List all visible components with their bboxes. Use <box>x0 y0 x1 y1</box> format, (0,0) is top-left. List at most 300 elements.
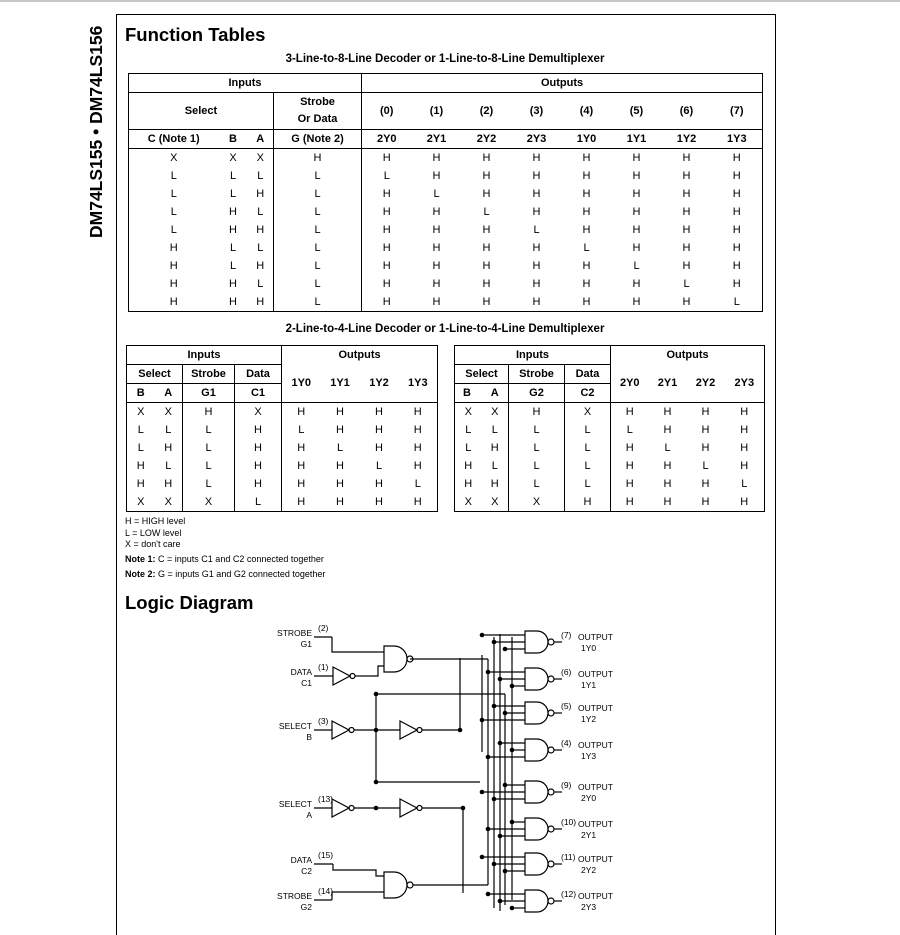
input-col-header: G1 <box>183 384 235 403</box>
table-cell: H <box>682 260 691 272</box>
out-num: (7) <box>712 93 763 130</box>
table-cell: H <box>297 442 306 454</box>
column-header: 1Y0 <box>576 133 597 145</box>
diagram-input-pin: (2) <box>318 623 329 633</box>
table-cell: H <box>399 493 438 512</box>
top-border <box>0 0 900 2</box>
table-cell: L <box>565 475 611 493</box>
table-cell: H <box>155 475 183 493</box>
table-cell: L <box>229 188 237 200</box>
diagram-output-label: OUTPUT <box>578 782 613 792</box>
table-cell: H <box>482 296 491 308</box>
table-cell: X <box>229 152 237 164</box>
table-cell: H <box>482 439 509 457</box>
table-cell: H <box>382 242 391 254</box>
table-cell: L <box>583 242 590 254</box>
table-cell: H <box>632 188 641 200</box>
table-cell: L <box>509 439 565 457</box>
table-cell: H <box>682 206 691 218</box>
table-cell: X <box>509 493 565 512</box>
function-tables-title: Function Tables <box>125 24 266 45</box>
table-cell: H <box>725 439 765 457</box>
table-cell: L <box>127 439 155 457</box>
table-cell: L <box>274 257 362 275</box>
table-cell: H <box>129 239 219 257</box>
diagram-output-sub: 2Y3 <box>581 902 597 912</box>
diagram-input-label: STROBE <box>277 628 312 638</box>
table-cell: H <box>625 406 634 418</box>
table-cell: H <box>229 278 237 290</box>
table-cell: H <box>532 242 541 254</box>
table-row <box>129 149 763 168</box>
table-cell: H <box>432 278 441 290</box>
input-col-header: A <box>482 384 509 403</box>
diagram-output-pin: (9) <box>561 780 572 790</box>
table-cell: X <box>482 403 509 422</box>
legend <box>125 516 185 551</box>
diagram-output-pin: (6) <box>561 667 572 677</box>
table-cell: L <box>565 421 611 439</box>
table-cell: H <box>582 188 591 200</box>
note-2: Note 2: G = inputs G1 and G2 connected together <box>125 569 326 579</box>
table-cell: X <box>248 149 274 168</box>
select-header: Select <box>455 365 509 384</box>
table-cell: H <box>432 296 441 308</box>
table-cell: H <box>663 406 672 418</box>
table-cell: H <box>235 439 282 457</box>
outputs-header: Outputs <box>611 346 765 365</box>
table-cell: H <box>712 239 763 257</box>
table-cell: H <box>712 149 763 168</box>
table-cell: H <box>663 496 672 508</box>
column-header: 2Y1 <box>426 133 447 145</box>
table-row <box>127 421 438 439</box>
out-num: (4) <box>579 105 594 117</box>
input-col-header: G2 <box>509 384 565 403</box>
table-cell: H <box>455 457 482 475</box>
table-cell: L <box>274 221 362 239</box>
select-header: Select <box>129 93 274 130</box>
diagram-output-sub: 2Y0 <box>581 793 597 803</box>
table-cell: L <box>248 203 274 221</box>
table-cell: H <box>482 224 491 236</box>
table-cell: H <box>482 188 491 200</box>
table-cell: L <box>509 475 565 493</box>
column-header: A <box>248 130 274 149</box>
out-num: (6) <box>679 105 694 117</box>
table-cell: H <box>701 496 710 508</box>
table-cell: H <box>382 260 391 272</box>
table-cell: H <box>632 242 641 254</box>
table-cell: H <box>248 293 274 312</box>
table-cell: L <box>183 475 235 493</box>
table-cell: H <box>663 424 672 436</box>
table-cell: H <box>274 149 362 168</box>
table-row <box>129 239 763 257</box>
table-cell: H <box>455 475 482 493</box>
diagram-input-sub: G1 <box>300 639 312 649</box>
strobe-header: Strobe <box>183 365 235 384</box>
table-cell: L <box>455 421 482 439</box>
table-cell: X <box>183 493 235 512</box>
table-cell: L <box>565 457 611 475</box>
table-cell: H <box>229 296 237 308</box>
table-cell: H <box>127 475 155 493</box>
table-cell: L <box>725 475 765 493</box>
table-cell: X <box>129 149 219 168</box>
column-header: C (Note 1) <box>129 130 219 149</box>
table-3to8-decoder <box>128 73 763 312</box>
table-row <box>129 221 763 239</box>
diagram-output-sub: 2Y1 <box>581 830 597 840</box>
table-cell: X <box>455 403 482 422</box>
table-cell: L <box>129 167 219 185</box>
table-cell: H <box>432 152 441 164</box>
table-cell: H <box>297 478 306 490</box>
table-cell: H <box>482 170 491 182</box>
table-cell: H <box>382 224 391 236</box>
table-cell: L <box>336 442 344 454</box>
table-row <box>129 257 763 275</box>
table-2to4-decoder-2 <box>454 345 765 512</box>
legend-item: X = don't care <box>125 539 181 549</box>
table-cell: H <box>625 460 634 472</box>
table-cell: H <box>565 493 611 512</box>
table-cell: H <box>712 167 763 185</box>
table-cell: H <box>229 206 237 218</box>
outputs-header: Outputs <box>282 346 438 365</box>
diagram-input-sub: B <box>306 732 312 742</box>
input-col-header: A <box>155 384 183 403</box>
table-cell: H <box>532 188 541 200</box>
table-cell: H <box>582 224 591 236</box>
table1-caption: 3-Line-to-8-Line Decoder or 1-Line-to-8-Line Demultiplexer <box>285 53 605 65</box>
table-cell: H <box>532 260 541 272</box>
output-col-header: 1Y3 <box>399 365 438 403</box>
input-col-header: C2 <box>565 384 611 403</box>
outputs-header: Outputs <box>362 74 763 93</box>
diagram-input-label: DATA <box>290 667 312 677</box>
table-cell: L <box>274 167 362 185</box>
table-cell: L <box>383 170 390 182</box>
table-cell: H <box>297 406 306 418</box>
table-row <box>127 475 438 493</box>
inputs-header: Inputs <box>455 346 611 365</box>
table-cell: H <box>582 296 591 308</box>
table-cell: H <box>532 170 541 182</box>
column-header: 1Y1 <box>626 133 647 145</box>
table-cell: L <box>248 275 274 293</box>
table-cell: H <box>235 421 282 439</box>
table-cell: H <box>155 439 183 457</box>
table-cell: L <box>229 170 237 182</box>
table2-caption: 2-Line-to-4-Line Decoder or 1-Line-to-4-Line Demultiplexer <box>285 323 605 335</box>
table-2to4-decoder-1 <box>126 345 438 512</box>
table-cell: H <box>399 439 438 457</box>
table-cell: L <box>533 224 540 236</box>
output-col-header: 2Y1 <box>657 377 678 390</box>
table-cell: H <box>432 170 441 182</box>
table-cell: L <box>129 203 219 221</box>
table-cell: H <box>725 457 765 475</box>
table-cell: H <box>725 421 765 439</box>
column-header: 2Y3 <box>526 133 547 145</box>
table-cell: H <box>248 221 274 239</box>
table-cell: H <box>297 496 306 508</box>
table-cell: H <box>532 296 541 308</box>
column-header: 1Y2 <box>676 133 697 145</box>
column-header: 2Y2 <box>476 133 497 145</box>
table-cell: L <box>183 421 235 439</box>
table-cell: L <box>399 475 438 493</box>
table-cell: H <box>382 278 391 290</box>
table-cell: H <box>725 403 765 422</box>
table-cell: H <box>235 475 282 493</box>
table-cell: L <box>248 239 274 257</box>
diagram-input-label: DATA <box>290 855 312 865</box>
table-cell: X <box>127 493 155 512</box>
table-cell: X <box>155 403 183 422</box>
table-cell: H <box>482 152 491 164</box>
table-row <box>455 439 765 457</box>
table-row <box>127 439 438 457</box>
table-cell: L <box>482 421 509 439</box>
input-col-header: C1 <box>235 384 282 403</box>
table-cell: H <box>336 496 344 508</box>
table-cell: H <box>682 242 691 254</box>
table-cell: H <box>399 421 438 439</box>
diagram-input-sub: A <box>306 810 312 820</box>
table-cell: L <box>702 460 709 472</box>
table-cell: H <box>632 224 641 236</box>
table-cell: H <box>701 424 710 436</box>
table-cell: X <box>235 403 282 422</box>
diagram-output-pin: (7) <box>561 630 572 640</box>
column-header: 1Y3 <box>712 130 763 149</box>
table-row <box>127 493 438 512</box>
table-cell: H <box>482 260 491 272</box>
table-cell: H <box>632 152 641 164</box>
table-cell: H <box>399 457 438 475</box>
table-cell: H <box>432 260 441 272</box>
diagram-output-pin: (4) <box>561 738 572 748</box>
table-cell: H <box>432 224 441 236</box>
table-cell: H <box>382 206 391 218</box>
diagram-output-sub: 2Y2 <box>581 865 597 875</box>
table-cell: X <box>455 493 482 512</box>
diagram-input-sub: G2 <box>300 902 312 912</box>
table-row <box>455 457 765 475</box>
table-cell: L <box>229 260 237 272</box>
table-row <box>129 203 763 221</box>
table-row <box>129 167 763 185</box>
strobe-header: Strobe Or Data <box>274 93 362 130</box>
table-row <box>455 475 765 493</box>
table-cell: H <box>632 278 641 290</box>
table-cell: L <box>129 221 219 239</box>
table-cell: L <box>183 439 235 457</box>
table-cell: H <box>712 221 763 239</box>
table-cell: H <box>663 460 672 472</box>
table-cell: H <box>712 275 763 293</box>
table-cell: H <box>682 170 691 182</box>
side-title: DM74LS155 • DM74LS156 <box>86 25 106 238</box>
table-cell: L <box>712 293 763 312</box>
output-col-header: 2Y0 <box>619 377 640 390</box>
table-cell: H <box>582 278 591 290</box>
diagram-output-sub: 1Y1 <box>581 680 597 690</box>
table-cell: H <box>532 278 541 290</box>
table-cell: H <box>375 442 383 454</box>
table-cell: H <box>235 457 282 475</box>
data-header: Data <box>565 365 611 384</box>
column-header: G (Note 2) <box>274 130 362 149</box>
diagram-input-pin: (1) <box>318 662 329 672</box>
diagram-output-label: OUTPUT <box>578 891 613 901</box>
diagram-output-pin: (12) <box>561 889 577 899</box>
table-cell: L <box>155 457 183 475</box>
table-cell: H <box>625 442 634 454</box>
diagram-output-label: OUTPUT <box>578 703 613 713</box>
table-cell: L <box>509 457 565 475</box>
table-cell: H <box>432 206 441 218</box>
table-cell: L <box>274 275 362 293</box>
table-cell: H <box>248 185 274 203</box>
table-cell: H <box>129 257 219 275</box>
diagram-output-label: OUTPUT <box>578 819 613 829</box>
table-cell: L <box>129 185 219 203</box>
input-col-header: B <box>455 384 482 403</box>
table-cell: H <box>375 406 383 418</box>
diagram-input-pin: (13) <box>318 794 334 804</box>
table-cell: X <box>565 403 611 422</box>
table-cell: L <box>235 493 282 512</box>
diagram-output-sub: 1Y2 <box>581 714 597 724</box>
output-col-header: 1Y2 <box>369 377 389 390</box>
select-header: Select <box>127 365 183 384</box>
table-cell: H <box>129 275 219 293</box>
table-cell: L <box>683 278 690 290</box>
out-num: (5) <box>629 105 644 117</box>
strobe-header: Strobe <box>509 365 565 384</box>
table-cell: L <box>483 206 490 218</box>
table-cell: H <box>532 152 541 164</box>
output-col-header: 2Y2 <box>695 377 716 390</box>
diagram-input-sub: C2 <box>301 866 312 876</box>
table-cell: L <box>633 260 640 272</box>
logic-diagram-title: Logic Diagram <box>125 592 254 613</box>
out-num: (2) <box>479 105 494 117</box>
table-cell: L <box>375 460 383 472</box>
table-cell: H <box>375 496 383 508</box>
table-cell: H <box>382 296 391 308</box>
table-cell: L <box>229 242 237 254</box>
inputs-header: Inputs <box>127 346 282 365</box>
out-num: (3) <box>529 105 544 117</box>
diagram-output-sub: 1Y3 <box>581 751 597 761</box>
data-header: Data <box>235 365 282 384</box>
table-cell: H <box>582 206 591 218</box>
table-cell: X <box>127 403 155 422</box>
input-col-header: B <box>127 384 155 403</box>
table-cell: H <box>582 170 591 182</box>
column-header: 2Y0 <box>376 133 397 145</box>
table-cell: H <box>297 460 306 472</box>
table-cell: H <box>682 296 691 308</box>
diagram-input-pin: (3) <box>318 716 329 726</box>
table-cell: H <box>399 403 438 422</box>
table-cell: L <box>509 421 565 439</box>
table-cell: H <box>712 257 763 275</box>
table-cell: L <box>183 457 235 475</box>
table-cell: L <box>664 442 671 454</box>
diagram-output-sub: 1Y0 <box>581 643 597 653</box>
output-col-header: 2Y3 <box>725 365 765 403</box>
table-cell: H <box>482 475 509 493</box>
table-cell: H <box>625 496 634 508</box>
table-cell: L <box>455 439 482 457</box>
table-cell: L <box>298 424 305 436</box>
table-row <box>127 457 438 475</box>
column-header: B <box>229 133 237 145</box>
note-1: Note 1: C = inputs C1 and C2 connected together <box>125 554 324 564</box>
table-cell: H <box>701 442 710 454</box>
inputs-header: Inputs <box>129 74 362 93</box>
table-cell: H <box>229 224 237 236</box>
table-cell: H <box>682 152 691 164</box>
table-row <box>127 403 438 422</box>
table-cell: H <box>712 203 763 221</box>
table-cell: H <box>582 152 591 164</box>
table-cell: H <box>432 242 441 254</box>
table-cell: H <box>336 478 344 490</box>
table-cell: H <box>382 152 391 164</box>
diagram-output-label: OUTPUT <box>578 740 613 750</box>
diagram-output-pin: (11) <box>561 852 576 862</box>
table-cell: H <box>336 406 344 418</box>
table-cell: H <box>382 188 391 200</box>
table-row <box>455 493 765 512</box>
table-cell: X <box>482 493 509 512</box>
out-num: (1) <box>429 105 444 117</box>
table-cell: H <box>336 460 344 472</box>
table-cell: L <box>626 424 633 436</box>
table-cell: H <box>509 403 565 422</box>
output-col-header: 1Y0 <box>291 377 312 390</box>
table-row <box>129 275 763 293</box>
table-row <box>455 421 765 439</box>
diagram-output-label: OUTPUT <box>578 632 613 642</box>
diagram-input-pin: (15) <box>318 850 334 860</box>
table-cell: L <box>274 185 362 203</box>
table-cell: H <box>632 206 641 218</box>
table-cell: H <box>482 242 491 254</box>
table-cell: L <box>127 421 155 439</box>
diagram-input-sub: C1 <box>301 678 312 688</box>
table-cell: H <box>701 478 710 490</box>
table-cell: L <box>274 239 362 257</box>
table-cell: H <box>682 224 691 236</box>
legend-item: H = HIGH level <box>125 516 186 526</box>
diagram-input-label: SELECT <box>278 721 312 731</box>
table-cell: H <box>375 424 383 436</box>
table-row <box>455 403 765 422</box>
table-cell: X <box>155 493 183 512</box>
table-cell: H <box>127 457 155 475</box>
table-cell: L <box>274 293 362 312</box>
diagram-output-label: OUTPUT <box>578 669 613 679</box>
diagram-input-label: STROBE <box>277 891 312 901</box>
